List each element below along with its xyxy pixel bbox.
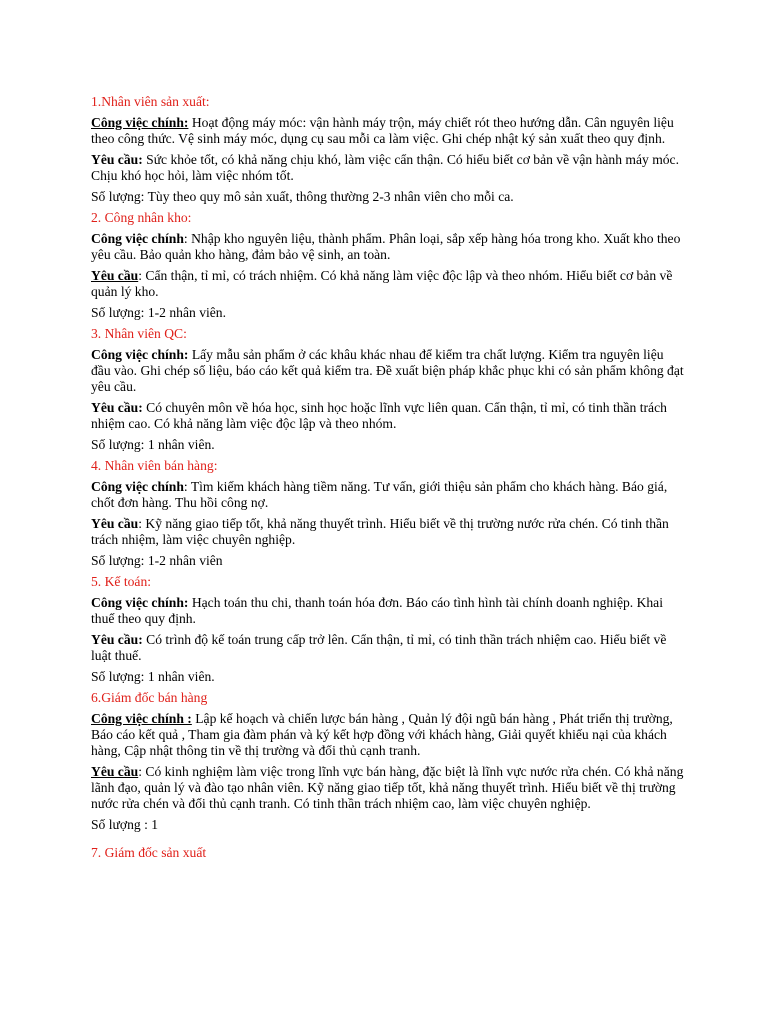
section-heading: 2. Công nhân kho:: [91, 210, 192, 225]
main-duties-paragraph: [91, 479, 686, 511]
main-duties-label: Công việc chính:: [91, 595, 189, 610]
main-duties-label: Công việc chính:: [91, 115, 189, 130]
requirements-text: : Kỹ năng giao tiếp tốt, khả năng thuyết trình. Hiểu biết về thị trường nước rửa chén. Có tinh thần trách nhiệm, làm việc chuyên nghiệp.: [91, 516, 669, 547]
requirements-paragraph: [91, 268, 686, 300]
section-heading: 7. Giám đốc sản xuất: [91, 845, 207, 860]
quantity-line: Số lượng : 1: [91, 817, 159, 832]
main-duties-text: Hạch toán thu chi, thanh toán hóa đơn. Báo cáo tình hình tài chính doanh nghiệp. Khai thuế theo quy định.: [91, 595, 663, 626]
quantity-line: Số lượng: 1-2 nhân viên.: [91, 305, 227, 320]
requirements-label: Yêu cầu: [91, 764, 139, 779]
main-duties-label: Công việc chính: [91, 231, 184, 246]
requirements-paragraph: [91, 764, 686, 812]
requirements-paragraph: [91, 400, 686, 432]
section-heading: 6.Giám đốc bán hàng: [91, 690, 208, 705]
requirements-text: : Cẩn thận, tỉ mỉ, có trách nhiệm. Có khả năng làm việc độc lập và theo nhóm. Hiểu biết cơ bản về quản lý kho.: [91, 268, 673, 299]
requirements-paragraph: [91, 152, 686, 184]
requirements-paragraph: [91, 632, 686, 664]
requirements-label: Yêu cầu: [91, 268, 139, 283]
main-duties-text: : Nhập kho nguyên liệu, thành phẩm. Phân loại, sắp xếp hàng hóa trong kho. Xuất kho theo yêu cầu. Bảo quản kho hàng, đảm bảo vệ sinh, an toàn.: [91, 231, 681, 262]
main-duties-text: Lập kế hoạch và chiến lược bán hàng , Quản lý đội ngũ bán hàng , Phát triển thị trường, Báo cáo kết quả , Tham gia đàm phán và ký kết hợp đồng với khách hàng, Giải quyết khiếu nại của khách hàng, Cập nhật thông tin về thị trường và đối thủ cạnh tranh.: [91, 711, 673, 758]
main-duties-text: Hoạt động máy móc: vận hành máy trộn, máy chiết rót theo hướng dẫn. Cân nguyên liệu theo công thức. Vệ sinh máy móc, dụng cụ sau mỗi ca làm việc. Ghi chép nhật ký sản xuất theo quy định.: [91, 115, 674, 146]
main-duties-paragraph: [91, 595, 686, 627]
section-heading: 1.Nhân viên sản xuất:: [91, 94, 210, 109]
requirements-text: : Có kinh nghiệm làm việc trong lĩnh vực bán hàng, đặc biệt là lĩnh vực nước rửa chén. Có khả năng lãnh đạo, quản lý và đào tạo nhân viên. Kỹ năng giao tiếp tốt, khả năng thuyết trình. Hiểu biết về thị trường nước rửa chén và đối thủ cạnh tranh. Có tinh thần trách nhiệm cao, làm việc chuyên nghiệp.: [91, 764, 684, 811]
quantity-line: Số lượng: 1-2 nhân viên: [91, 553, 223, 568]
section-heading: 4. Nhân viên bán hàng:: [91, 458, 218, 473]
main-duties-label: Công việc chính :: [91, 711, 192, 726]
section-heading: 3. Nhân viên QC:: [91, 326, 187, 341]
section-heading: 5. Kế toán:: [91, 574, 152, 589]
quantity-line: Số lượng: Tùy theo quy mô sản xuất, thông thường 2-3 nhân viên cho mỗi ca.: [91, 189, 514, 204]
requirements-paragraph: [91, 516, 686, 548]
main-duties-paragraph: [91, 711, 686, 759]
requirements-label: Yêu cầu:: [91, 400, 143, 415]
requirements-label: Yêu cầu:: [91, 632, 143, 647]
main-duties-label: Công việc chính:: [91, 347, 189, 362]
main-duties-paragraph: [91, 231, 686, 263]
requirements-text: Có chuyên môn về hóa học, sinh học hoặc lĩnh vực liên quan. Cẩn thận, tỉ mỉ, có tinh thần trách nhiệm cao. Có khả năng làm việc độc lập và theo nhóm.: [91, 400, 667, 431]
main-duties-label: Công việc chính: [91, 479, 184, 494]
requirements-label: Yêu cầu:: [91, 152, 143, 167]
requirements-label: Yêu cầu: [91, 516, 139, 531]
main-duties-paragraph: [91, 115, 686, 147]
main-duties-text: Lấy mẫu sản phẩm ở các khâu khác nhau để kiểm tra chất lượng. Kiểm tra nguyên liệu đầu vào. Ghi chép số liệu, báo cáo kết quả kiểm tra. Đề xuất biện pháp khắc phục khi có sản phẩm không đạt yêu cầu.: [91, 347, 684, 394]
main-duties-text: : Tìm kiếm khách hàng tiềm năng. Tư vấn, giới thiệu sản phẩm cho khách hàng. Báo giá, chốt đơn hàng. Thu hồi công nợ.: [91, 479, 668, 510]
quantity-line: Số lượng: 1 nhân viên.: [91, 669, 215, 684]
main-duties-paragraph: [91, 347, 686, 395]
requirements-text: Có trình độ kế toán trung cấp trở lên. Cẩn thận, tỉ mỉ, có tinh thần trách nhiệm cao. Hiểu biết về luật thuế.: [91, 632, 667, 663]
quantity-line: Số lượng: 1 nhân viên.: [91, 437, 215, 452]
requirements-text: Sức khỏe tốt, có khả năng chịu khó, làm việc cẩn thận. Có hiểu biết cơ bản về vận hành máy móc. Chịu khó học hỏi, làm việc nhóm tốt.: [91, 152, 679, 183]
